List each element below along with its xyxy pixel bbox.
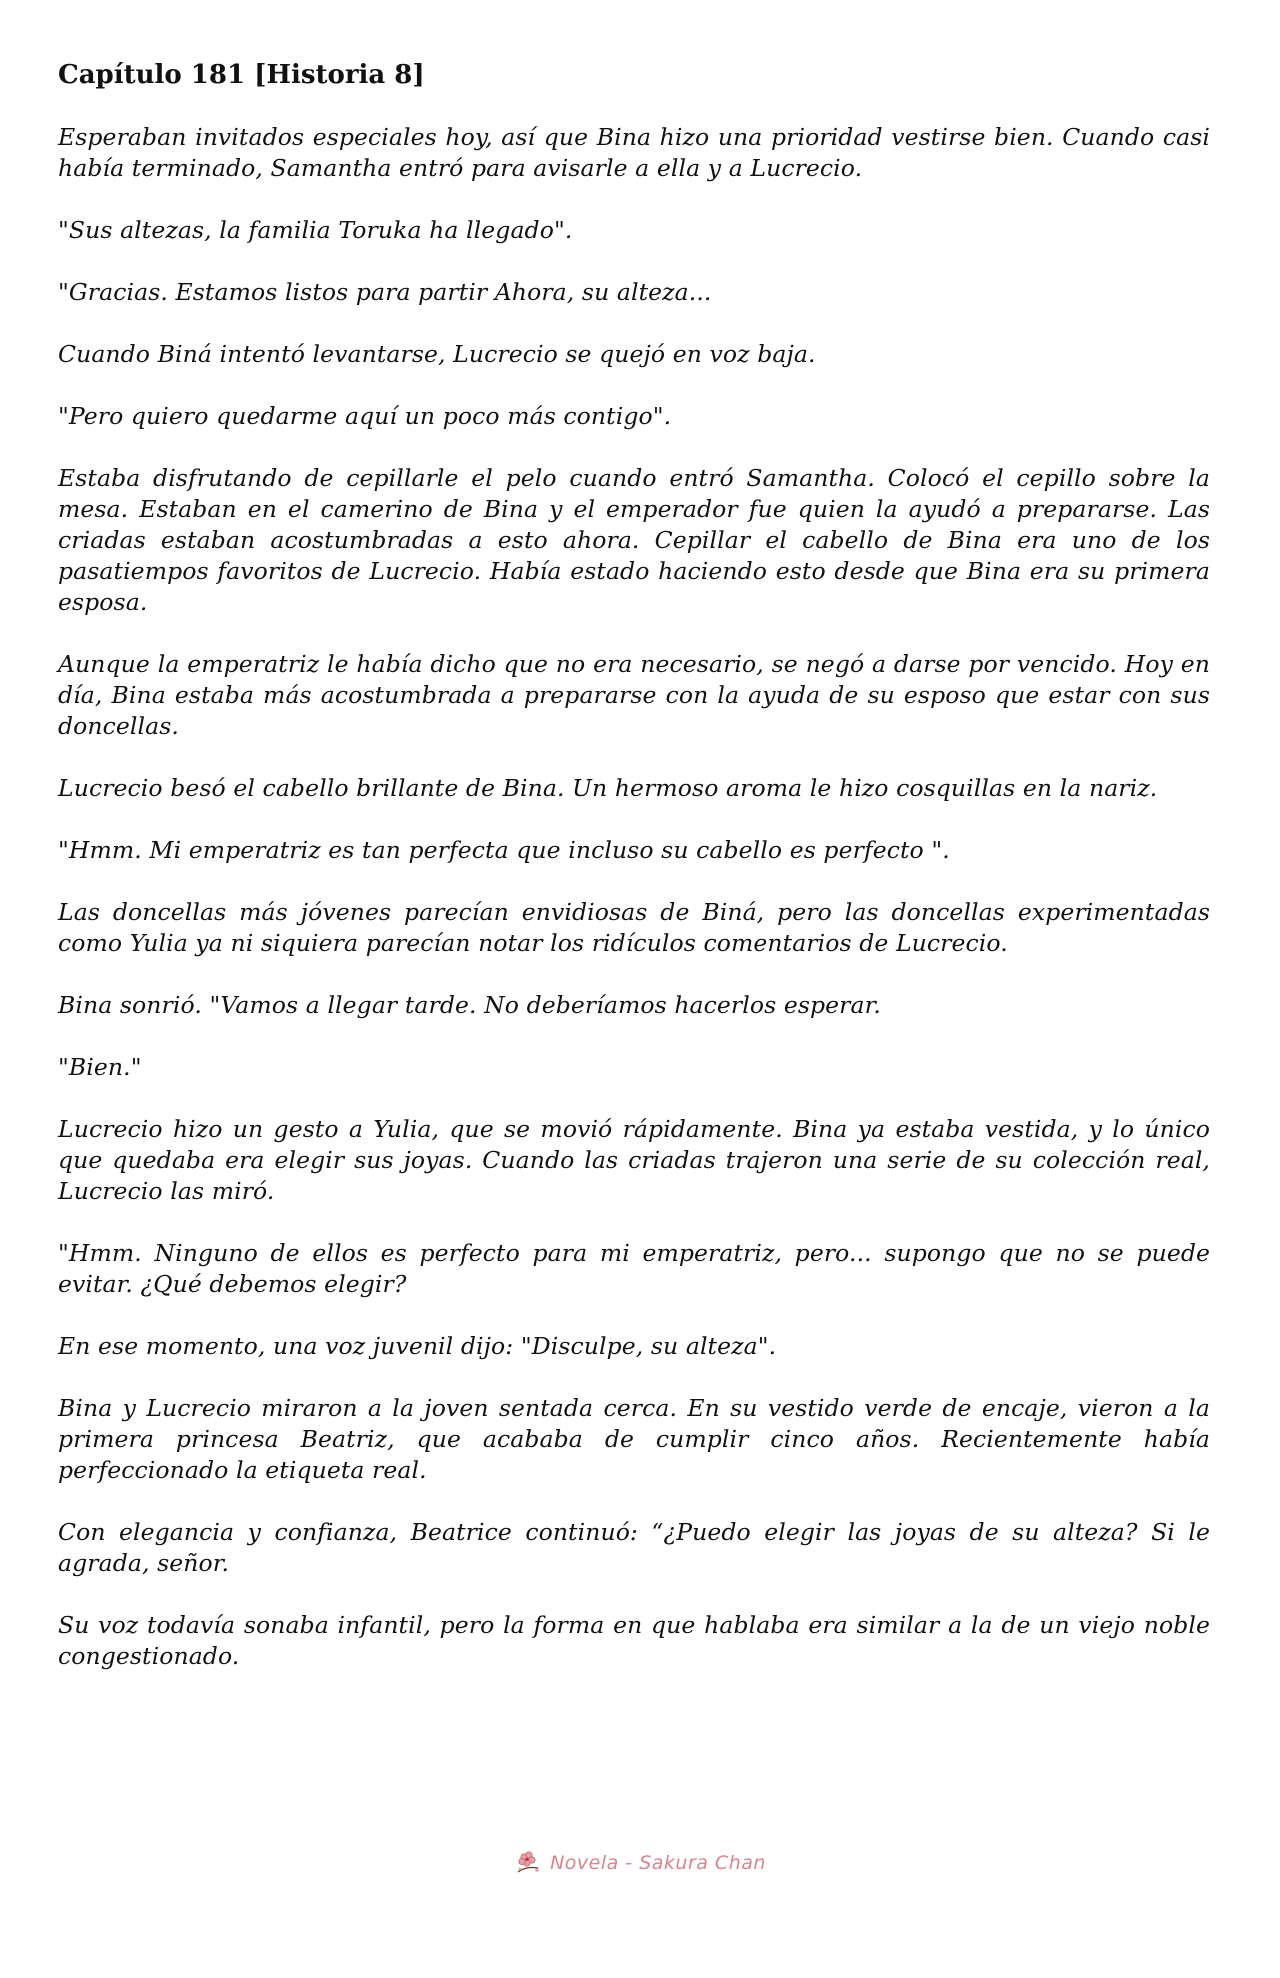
paragraph: "Hmm. Ninguno de ellos es perfecto para mi emperatriz, pero... supongo que no se puede evitar. ¿Qué debemos elegir? <box>58 1239 1210 1298</box>
paragraph: "Sus altezas, la familia Toruka ha llegado". <box>58 216 573 244</box>
paragraph: Su voz todavía sonaba infantil, pero la forma en que hablaba era similar a la de un viejo noble congestionado. <box>58 1611 1210 1670</box>
paragraph: "Hmm. Mi emperatriz es tan perfecta que incluso su cabello es perfecto ". <box>58 836 950 864</box>
paragraph: Lucrecio hizo un gesto a Yulia, que se movió rápidamente. Bina ya estaba vestida, y lo único que quedaba era elegir sus joyas. Cuando las criadas trajeron una serie de su colección real, Lucrecio las miró. <box>58 1115 1210 1205</box>
paragraph: "Pero quiero quedarme aquí un poco más contigo". <box>58 402 672 430</box>
document-page <box>58 58 1210 1703</box>
watermark-text: Novela - Sakura Chan <box>550 1852 766 1874</box>
paragraph: Bina y Lucrecio miraron a la joven sentada cerca. En su vestido verde de encaje, vieron a la primera princesa Beatriz, que acababa de cumplir cinco años. Recientemente había perfeccionado la etiqueta real. <box>58 1394 1210 1484</box>
paragraph: "Bien." <box>58 1053 142 1081</box>
paragraph: En ese momento, una voz juvenil dijo: "Disculpe, su alteza". <box>58 1332 777 1360</box>
paragraph: Aunque la emperatriz le había dicho que no era necesario, se negó a darse por vencido. Hoy en día, Bina estaba más acostumbrada a prepararse con la ayuda de su esposo que estar con sus doncellas. <box>58 650 1210 740</box>
watermark-footer <box>0 1850 1280 1876</box>
paragraph: Con elegancia y confianza, Beatrice continuó: “¿Puedo elegir las joyas de su alteza? Si le agrada, señor. <box>58 1518 1210 1577</box>
chapter-title: Capítulo 181 [Historia 8] <box>58 60 425 90</box>
sakura-flower-icon <box>514 1850 544 1876</box>
paragraph: "Gracias. Estamos listos para partir Ahora, su alteza... <box>58 278 712 306</box>
paragraph: Las doncellas más jóvenes parecían envidiosas de Biná, pero las doncellas experimentadas como Yulia ya ni siquiera parecían notar los ridículos comentarios de Lucrecio. <box>58 898 1210 957</box>
paragraph: Bina sonrió. "Vamos a llegar tarde. No deberíamos hacerlos esperar. <box>58 991 881 1019</box>
paragraph: Esperaban invitados especiales hoy, así que Bina hizo una prioridad vestirse bien. Cuando casi había terminado, Samantha entró para avisarle a ella y a Lucrecio. <box>58 123 1210 182</box>
paragraph: Lucrecio besó el cabello brillante de Bina. Un hermoso aroma le hizo cosquillas en la nariz. <box>58 774 1158 802</box>
paragraph: Estaba disfrutando de cepillarle el pelo cuando entró Samantha. Colocó el cepillo sobre la mesa. Estaban en el camerino de Bina y el emperador fue quien la ayudó a prepararse. Las criadas estaban acostumbradas a esto ahora. Cepillar el cabello de Bina era uno de los pasatiempos favoritos de Lucrecio. Había estado haciendo esto desde que Bina era su primera esposa. <box>58 464 1210 616</box>
paragraph: Cuando Biná intentó levantarse, Lucrecio se quejó en voz baja. <box>58 340 816 368</box>
